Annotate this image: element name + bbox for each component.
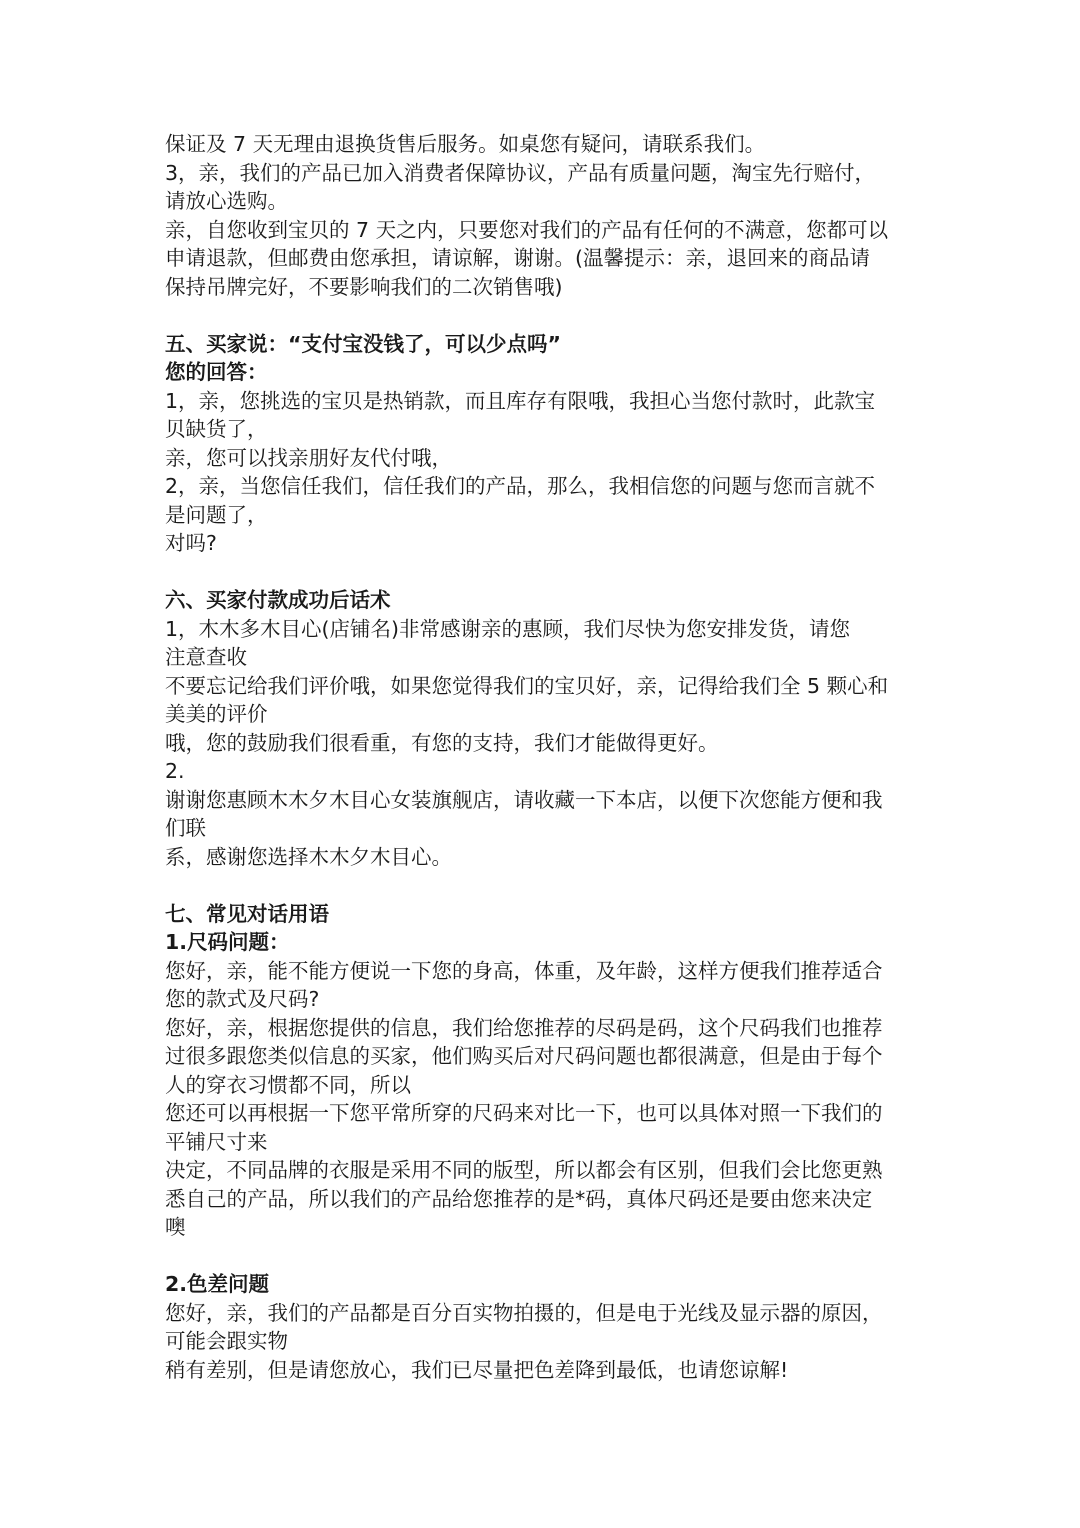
- document-page: [165, 130, 925, 1384]
- text-line: 您好，亲，我们的产品都是百分百实物拍摄的，但是电于光线及显示器的原因，: [165, 1300, 883, 1325]
- text-line: 可能会跟实物: [165, 1329, 288, 1353]
- text-line: 对吗?: [165, 531, 217, 555]
- paragraph-spacer: [165, 871, 925, 900]
- text-line: 申请退款，但邮费由您承担，请谅解，谢谢。(温馨提示：亲，退回来的商品请: [165, 246, 870, 270]
- text-line: 2.: [165, 759, 185, 783]
- paragraph-spacer: [165, 558, 925, 587]
- text-line: 您好，亲，根据您提供的信息，我们给您推荐的尽码是码，这个尺码我们也推荐: [165, 1015, 883, 1040]
- paragraph-spacer: [165, 301, 925, 330]
- text-line: 亲，您可以找亲朋好友代付哦，: [165, 445, 452, 470]
- text-line: 们联: [165, 816, 206, 840]
- section-heading: 1.尺码问题：: [165, 930, 290, 954]
- text-line: 悉自己的产品，所以我们的产品给您推荐的是*码，真体尺码还是要由您来决定: [165, 1186, 873, 1211]
- text-line: 谢谢您惠顾木木夕木目心女装旗舰店，请收藏一下本店，以便下次您能方便和我: [165, 787, 883, 812]
- text-line: 决定，不同品牌的衣服是采用不同的版型，所以都会有区别，但我们会比您更熟: [165, 1158, 883, 1182]
- section-heading: 您的回答：: [165, 360, 268, 384]
- text-line: 保证及 7 天无理由退换货售后服务。如桌您有疑问，请联系我们。: [165, 132, 766, 156]
- text-line: 2，亲，当您信任我们，信任我们的产品，那么，我相信您的问题与您而言就不: [165, 474, 876, 498]
- paragraph-spacer: [165, 1242, 925, 1271]
- text-line: 3，亲，我们的产品已加入消费者保障协议，产品有质量问题，淘宝先行赔付，: [165, 160, 876, 185]
- section-heading: 五、买家说：“支付宝没钱了，可以少点吗”: [165, 331, 561, 356]
- text-line: 您的款式及尺码?: [165, 987, 320, 1011]
- text-line: 1，木木多木目心(店铺名)非常感谢亲的惠顾，我们尽快为您安排发货，请您: [165, 616, 851, 641]
- text-line: 噢: [165, 1215, 186, 1239]
- text-line: 平铺尺寸来: [165, 1129, 268, 1154]
- text-line: 亲，自您收到宝贝的 7 天之内，只要您对我们的产品有任何的不满意，您都可以: [165, 217, 889, 242]
- text-line: 您还可以再根据一下您平常所穿的尺码来对比一下，也可以具体对照一下我们的: [165, 1101, 883, 1125]
- text-line: 1，亲，您挑选的宝贝是热销款，而且库存有限哦，我担心当您付款时，此款宝: [165, 388, 876, 413]
- text-line: 系，感谢您选择木木夕木目心。: [165, 844, 452, 869]
- section-heading: 2.色差问题: [165, 1272, 270, 1296]
- text-line: 您好，亲，能不能方便说一下您的身高，体重，及年龄，这样方便我们推荐适合: [165, 958, 883, 983]
- text-line: 哦，您的鼓励我们很看重，有您的支持，我们才能做得更好。: [165, 730, 719, 755]
- text-line: 不要忘记给我们评价哦，如果您觉得我们的宝贝好，亲，记得给我们全 5 颗心和: [165, 673, 889, 698]
- text-line: 是问题了，: [165, 502, 268, 527]
- text-line: 过很多跟您类似信息的买家，他们购买后对尺码问题也都很满意，但是由于每个: [165, 1044, 883, 1068]
- text-line: 注意查收: [165, 645, 247, 669]
- section-heading: 六、买家付款成功后话术: [165, 588, 391, 612]
- text-line: 美美的评价: [165, 702, 268, 726]
- text-line: 请放心选购。: [165, 189, 288, 213]
- text-line: 贝缺货了，: [165, 417, 268, 441]
- text-line: 保持吊牌完好，不要影响我们的二次销售哦): [165, 274, 563, 299]
- section-heading: 七、常见对话用语: [165, 901, 329, 926]
- text-line: 人的穿衣习惯都不同，所以: [165, 1072, 411, 1097]
- text-line: 稍有差别，但是请您放心，我们已尽量把色差降到最低，也请您谅解!: [165, 1357, 789, 1382]
